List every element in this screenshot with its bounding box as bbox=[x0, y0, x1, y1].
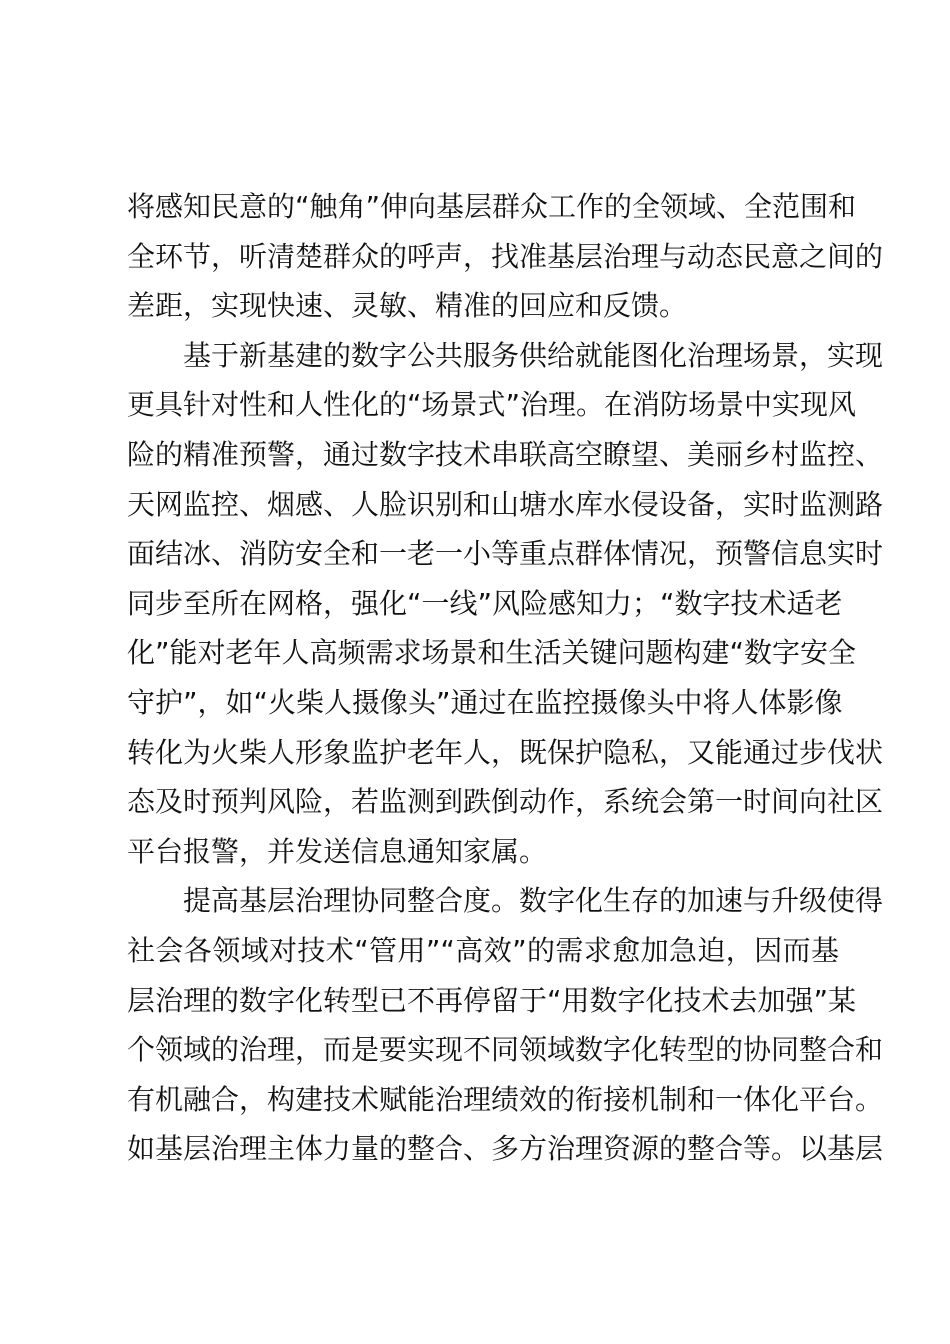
text-line: 天网监控、烟感、人脸识别和山塘水库水侵设备，实时监测路 bbox=[127, 487, 884, 521]
text-line: 守护”，如“火柴人摄像头”通过在监控摄像头中将人体影像 bbox=[127, 685, 843, 719]
text-line: 层治理的数字化转型已不再停留于“用数字化技术去加强”某 bbox=[127, 983, 857, 1017]
text-line: 提高基层治理协同整合度。数字化生存的加速与升级使得 bbox=[183, 884, 884, 918]
text-line: 如基层治理主体力量的整合、多方治理资源的整合等。以基层 bbox=[127, 1132, 884, 1166]
text-line: 社会各领域对技术“管用”“高效”的需求愈加急迫，因而基 bbox=[127, 933, 839, 967]
text-line: 态及时预判风险，若监测到跌倒动作，系统会第一时间向社区 bbox=[127, 785, 884, 819]
text-line: 化”能对老年人高频需求场景和生活关键问题构建“数字安全 bbox=[127, 636, 857, 670]
text-line: 险的精准预警，通过数字技术串联高空瞭望、美丽乡村监控、 bbox=[127, 437, 884, 471]
body-text bbox=[127, 182, 884, 1174]
text-line: 更具针对性和人性化的“场景式”治理。在消防场景中实现风 bbox=[127, 388, 857, 422]
text-line: 同步至所在网格，强化“一线”风险感知力；“数字技术适老 bbox=[127, 586, 843, 620]
text-line: 差距，实现快速、灵敏、精准的回应和反馈。 bbox=[127, 289, 688, 323]
text-line: 转化为火柴人形象监护老年人，既保护隐私，又能通过步伐状 bbox=[127, 735, 884, 769]
text-line: 有机融合，构建技术赋能治理绩效的衔接机制和一体化平台。 bbox=[127, 1082, 884, 1116]
text-line: 个领域的治理，而是要实现不同领域数字化转型的协同整合和 bbox=[127, 1033, 884, 1067]
text-line: 面结冰、消防安全和一老一小等重点群体情况，预警信息实时 bbox=[127, 537, 884, 571]
text-line: 平台报警，并发送信息通知家属。 bbox=[127, 834, 548, 868]
text-line: 将感知民意的“触角”伸向基层群众工作的全领域、全范围和 bbox=[127, 190, 857, 223]
text-line: 全环节，听清楚群众的呼声，找准基层治理与动态民意之间的 bbox=[127, 239, 884, 273]
text-line: 基于新基建的数字公共服务供给就能图化治理场景，实现 bbox=[183, 338, 884, 372]
